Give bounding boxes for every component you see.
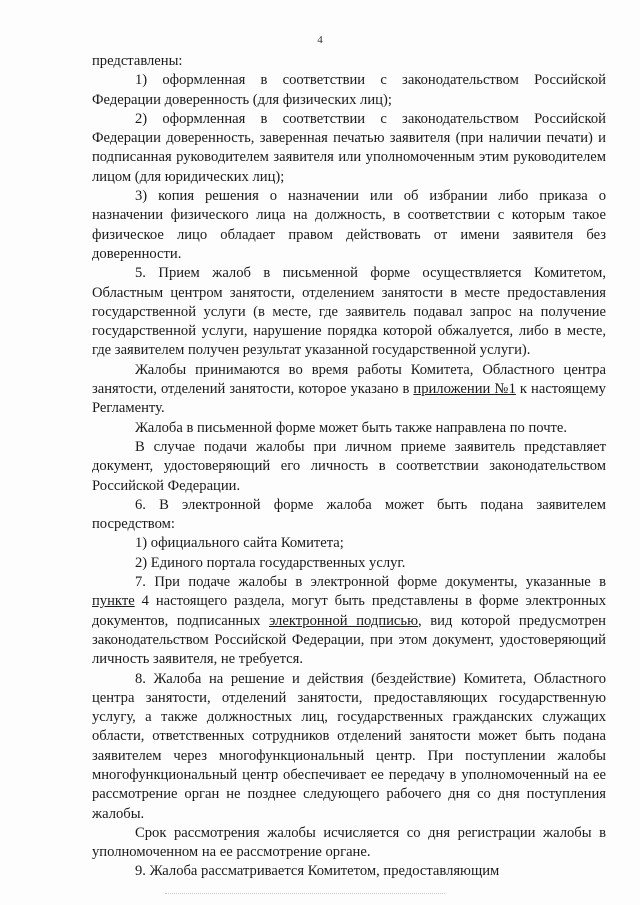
paragraph-complaints-hours [92,361,606,419]
paragraph-6-item-2: 2) Единого портала государственных услуг. [135,554,406,571]
scan-artifact [165,893,445,900]
paragraph-6-item-1: 1) официального сайта Комитета; [135,535,344,552]
paragraph-mail: Жалоба в письменной форме может быть также направлена по почте. [135,419,568,436]
paragraph-5: 5. Прием жалоб в письменной форме осуществляется Комитетом, Областным центром занятости, отделением занятости в месте предоставления государственной услуги (в месте, где заявитель подавал запрос на получение государственной услуги, нарушение порядка которой обжалуется, либо в месте, где заявителем получен результат указанной государственной услуги). [92,265,606,359]
text-segment: 4 настоящего раздела, могут быть представлены в форме электронных документов, подписанных [92,593,606,629]
paragraph-8: 8. Жалоба на решение и действия (бездействие) Комитета, Областного центра занятости, отделений занятости, предоставляющих государственную услугу, а также должностных лиц, государственных гражданских служащих области, ответственных сотрудников отделений занятости может быть подана заявителем через многофункциональный центр. При поступлении жалобы многофункциональный центр обеспечивает ее передачу в уполномоченный на ее рассмотрение орган не позднее следующего рабочего дня со дня поступления жалобы. [92,670,606,822]
paragraph-intro: представлены: [92,53,183,69]
paragraph-6: 6. В электронной форме жалоба может быть подана заявителем посредством: [92,496,606,533]
appendix-link[interactable]: приложении №1 [413,381,516,398]
text-segment: 7. При подаче жалобы в электронной форме документы, указанные в [135,574,606,591]
paragraph-item-1: 1) оформленная в соответствии с законодательством Российской Федерации доверенность (для физических лиц); [92,72,606,108]
paragraph-term: Срок рассмотрения жалобы исчисляется со дня регистрации жалобы в уполномоченном на ее рассмотрение органе. [92,824,606,861]
paragraph-item-2: 2) оформленная в соответствии с законодательством Российской Федерации доверенность, заверенная печатью заявителя (при наличии печати) и подписанная руководителем заявителя или уполномоченным этим руководителем лицом (для юридических лиц); [92,110,606,185]
paragraph-personal-visit: В случае подачи жалобы при личном приеме заявитель представляет документ, удостоверяющий его личность в соответствии законодательством Российской Федерации. [92,438,606,494]
paragraph-7 [92,573,606,669]
e-signature-link[interactable]: электронной подписью [269,612,418,629]
paragraph-item-3: 3) копия решения о назначении или об избрании либо приказа о назначении физического лица на должность, в соответствии с которым такое физическое лицо обладает правом действовать от имени заявителя без доверенности. [92,188,606,262]
text-segment: к настоящему Регламенту. [92,381,606,417]
paragraph-9: 9. Жалоба рассматривается Комитетом, предоставляющим [135,863,500,880]
text-segment: Жалобы принимаются во время работы Комитета, Областного центра занятости, отделений занятости, которое указано в [92,361,606,398]
document-body [92,52,606,882]
clause-link[interactable]: пункте [92,593,135,610]
text-segment: , вид которой предусмотрен законодательством Российской Федерации, при этом документ, удостоверяющий личность заявителя, не требуется. [92,612,606,668]
page-number: 4 [317,34,323,46]
